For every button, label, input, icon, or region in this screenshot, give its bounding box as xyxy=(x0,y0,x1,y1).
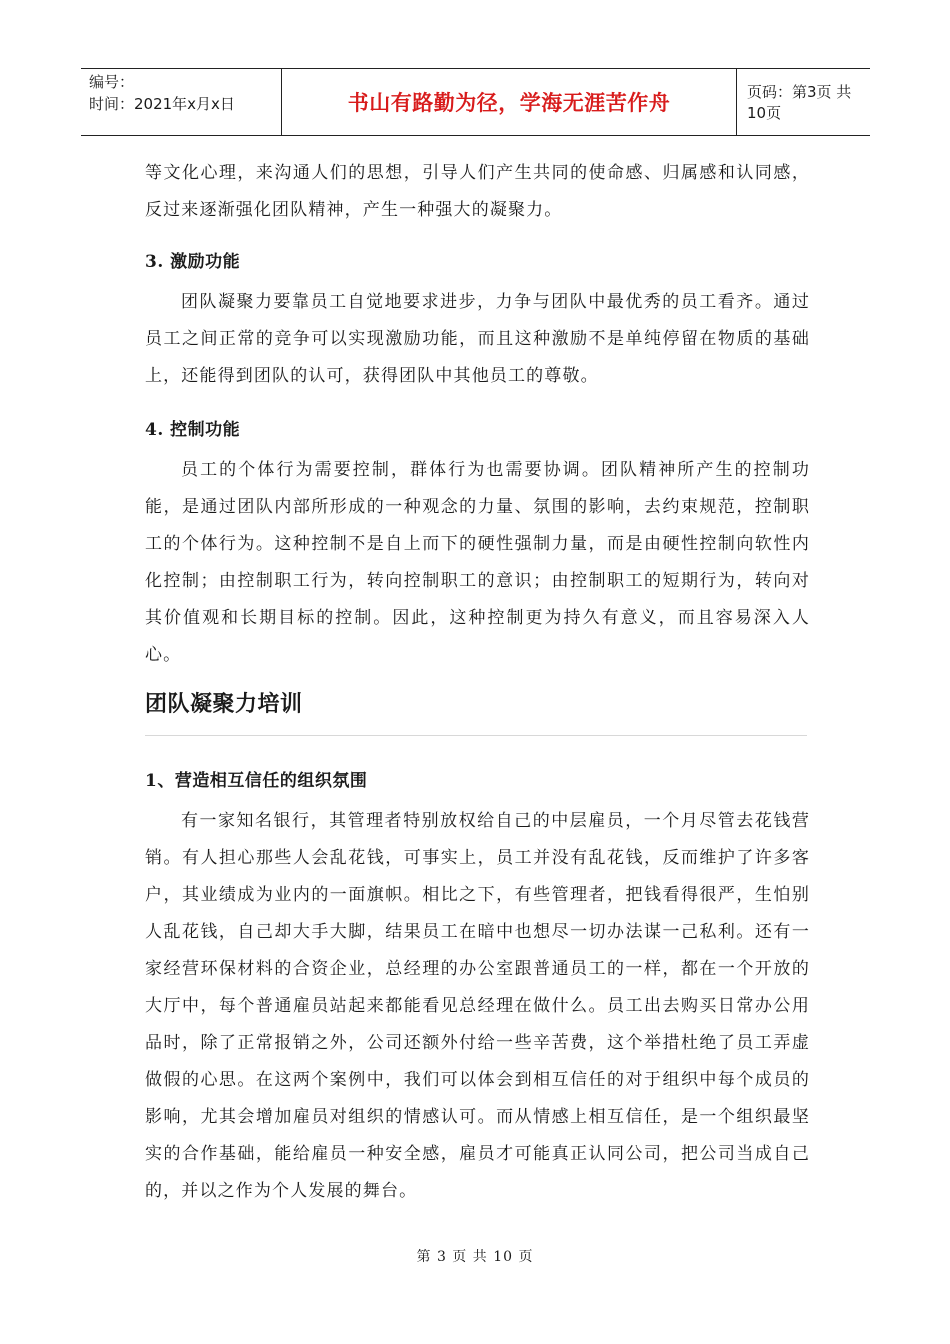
heading-trust xyxy=(145,769,810,793)
intro-paragraph: 等文化心理，来沟通人们的思想，引导人们产生共同的使命感、归属感和认同感，反过来逐渐强化团队精神，产生一种强大的凝聚力。 xyxy=(145,163,810,220)
page-code-text: 页码：第3页 共10页 xyxy=(747,83,852,122)
header-motto-cell xyxy=(282,69,737,135)
control-block xyxy=(145,452,810,674)
page-footer xyxy=(0,1246,950,1266)
heading-control xyxy=(145,418,810,442)
section-title-block xyxy=(145,690,810,720)
subheading-trust: 1、营造相互信任的组织氛围 xyxy=(145,771,368,791)
subheading-incentive: 3. 激励功能 xyxy=(145,252,241,272)
heading-incentive xyxy=(145,250,810,274)
subheading-control: 4. 控制功能 xyxy=(145,420,241,440)
header-meta xyxy=(81,69,282,135)
section-title: 团队凝聚力培训 xyxy=(145,692,303,717)
footer-page-number: 第 3 页 共 10 页 xyxy=(416,1249,534,1265)
document-date: 时间：2021年x月x日 xyxy=(89,95,235,113)
document-number-label: 编号： xyxy=(89,73,135,91)
section-divider xyxy=(145,735,807,736)
control-paragraph: 员工的个体行为需要控制，群体行为也需要协调。团队精神所产生的控制功能，是通过团队内部所形成的一种观念的力量、氛围的影响，去约束规范，控制职工的个体行为。这种控制不是自上而下的硬性强制力量，而是由硬性控制向软性内化控制；由控制职工行为，转向控制职工的意识；由控制职工的短期行为，转向对其价值观和长期目标的控制。因此，这种控制更为持久有意义，而且容易深入人心。 xyxy=(145,460,810,665)
header-page-code xyxy=(737,69,870,135)
incentive-block xyxy=(145,284,810,395)
trust-block xyxy=(145,803,810,1210)
header-motto: 书山有路勤为径，学海无涯苦作舟 xyxy=(347,91,671,115)
incentive-paragraph: 团队凝聚力要靠员工自觉地要求进步，力争与团队中最优秀的员工看齐。通过员工之间正常的竞争可以实现激励功能，而且这种激励不是单纯停留在物质的基础上，还能得到团队的认可，获得团队中其他员工的尊敬。 xyxy=(145,292,810,386)
trust-paragraph: 有一家知名银行，其管理者特别放权给自己的中层雇员，一个月尽管去花钱营销。有人担心那些人会乱花钱，可事实上，员工并没有乱花钱，反而维护了许多客户，其业绩成为业内的一面旗帜。相比之下，有些管理者，把钱看得很严，生怕别人乱花钱，自己却大手大脚，结果员工在暗中也想尽一切办法谋一己私利。还有一家经营环保材料的合资企业，总经理的办公室跟普通员工的一样，都在一个开放的大厅中，每个普通雇员站起来都能看见总经理在做什么。员工出去购买日常办公用品时，除了正常报销之外，公司还额外付给一些辛苦费，这个举措杜绝了员工弄虚做假的心思。在这两个案例中，我们可以体会到相互信任的对于组织中每个成员的影响，尤其会增加雇员对组织的情感认可。而从情感上相互信任，是一个组织最坚实的合作基础，能给雇员一种安全感，雇员才可能真正认同公司，把公司当成自己的，并以之作为个人发展的舞台。 xyxy=(145,811,810,1201)
page-header xyxy=(81,68,870,136)
intro-block xyxy=(145,155,810,229)
